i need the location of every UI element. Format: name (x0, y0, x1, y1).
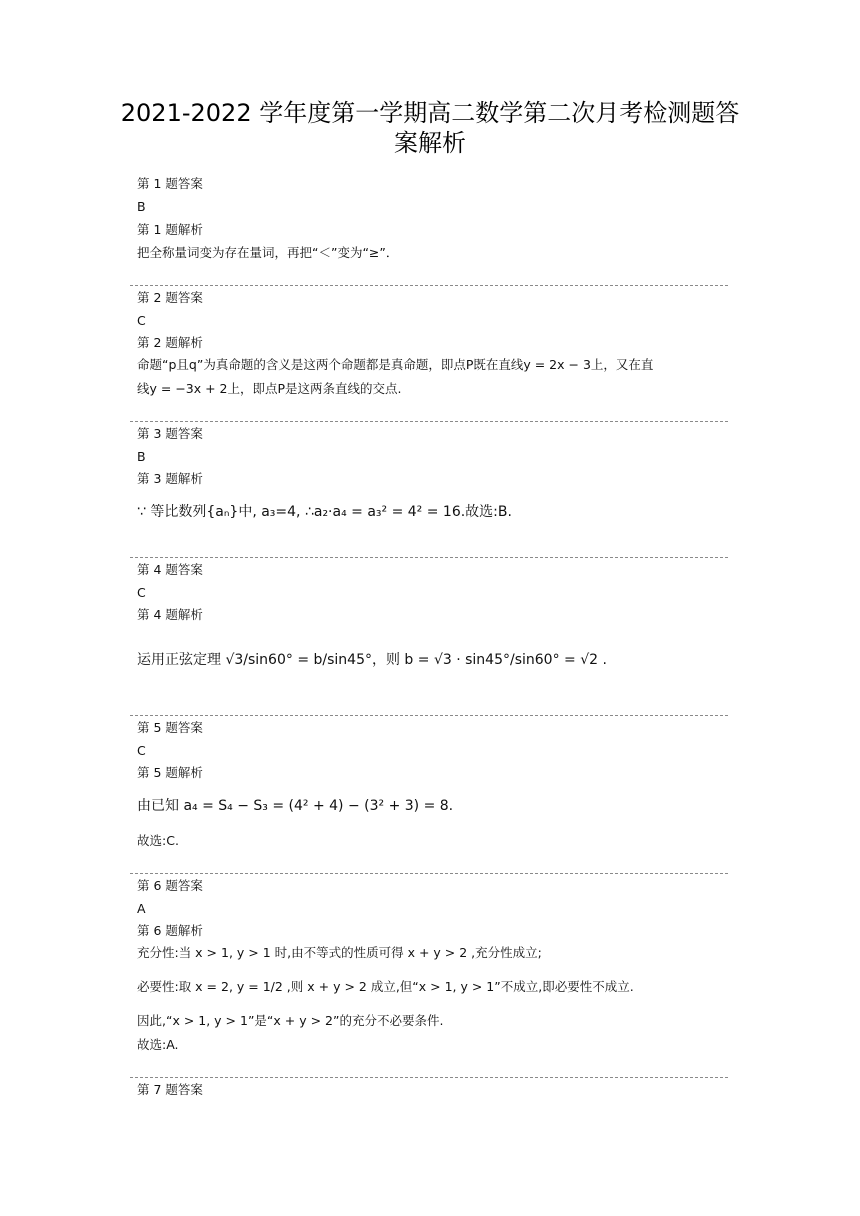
q6-analysis-heading: 第 6 题解析 (137, 923, 203, 938)
q2-analysis-line-2: 线y = −3x + 2上，即点P是这两条直线的交点. (137, 381, 402, 396)
q4-answer-heading: 第 4 题答案 (137, 562, 203, 577)
q1-analysis-heading: 第 1 题解析 (137, 222, 203, 237)
divider (130, 557, 728, 558)
q1-answer: B (137, 199, 146, 214)
q4-analysis: 运用正弦定理 √3/sin60° = b/sin45°，则 b = √3 · sin45°/sin60° = √2 . (137, 652, 607, 668)
q3-analysis: ∵ 等比数列{aₙ}中, a₃=4, ∴a₂·a₄ = a₃² = 4² = 16.故选:B. (137, 504, 512, 520)
q3-answer-heading: 第 3 题答案 (137, 426, 203, 441)
q2-analysis-heading: 第 2 题解析 (137, 335, 203, 350)
q5-answer-heading: 第 5 题答案 (137, 720, 203, 735)
q6-answer-heading: 第 6 题答案 (137, 878, 203, 893)
q5-analysis-line-2: 故选:C. (137, 833, 179, 848)
q3-analysis-heading: 第 3 题解析 (137, 471, 203, 486)
q3-answer: B (137, 449, 146, 464)
q6-analysis-line-1: 充分性:当 x > 1, y > 1 时,由不等式的性质可得 x + y > 2 ,充分性成立; (137, 945, 542, 960)
q6-analysis-line-4: 故选:A. (137, 1037, 179, 1052)
divider (130, 285, 728, 286)
page-title: 2021-2022 学年度第一学期高二数学第二次月考检测题答案解析 (120, 99, 740, 157)
divider (130, 715, 728, 716)
q4-analysis-heading: 第 4 题解析 (137, 607, 203, 622)
q6-analysis-line-2: 必要性:取 x = 2, y = 1/2 ,则 x + y > 2 成立,但“x > 1, y > 1”不成立,即必要性不成立. (137, 979, 634, 994)
q2-analysis-line-1: 命题“p且q”为真命题的含义是这两个命题都是真命题，即点P既在直线y = 2x − 3上，又在直 (137, 357, 654, 372)
q1-analysis: 把全称量词变为存在量词，再把“＜”变为“≥”． (137, 245, 399, 260)
q4-answer: C (137, 585, 146, 600)
q6-analysis-line-3: 因此,“x > 1, y > 1”是“x + y > 2”的充分不必要条件. (137, 1013, 444, 1028)
q5-analysis-heading: 第 5 题解析 (137, 765, 203, 780)
divider (130, 421, 728, 422)
q5-analysis-line-1: 由已知 a₄ = S₄ − S₃ = (4² + 4) − (3² + 3) = 8. (137, 798, 454, 814)
q7-answer-heading: 第 7 题答案 (137, 1082, 203, 1097)
q2-answer: C (137, 313, 146, 328)
divider (130, 1077, 728, 1078)
divider (130, 873, 728, 874)
q2-answer-heading: 第 2 题答案 (137, 290, 203, 305)
q6-answer: A (137, 901, 146, 916)
q5-answer: C (137, 743, 146, 758)
q1-answer-heading: 第 1 题答案 (137, 176, 203, 191)
